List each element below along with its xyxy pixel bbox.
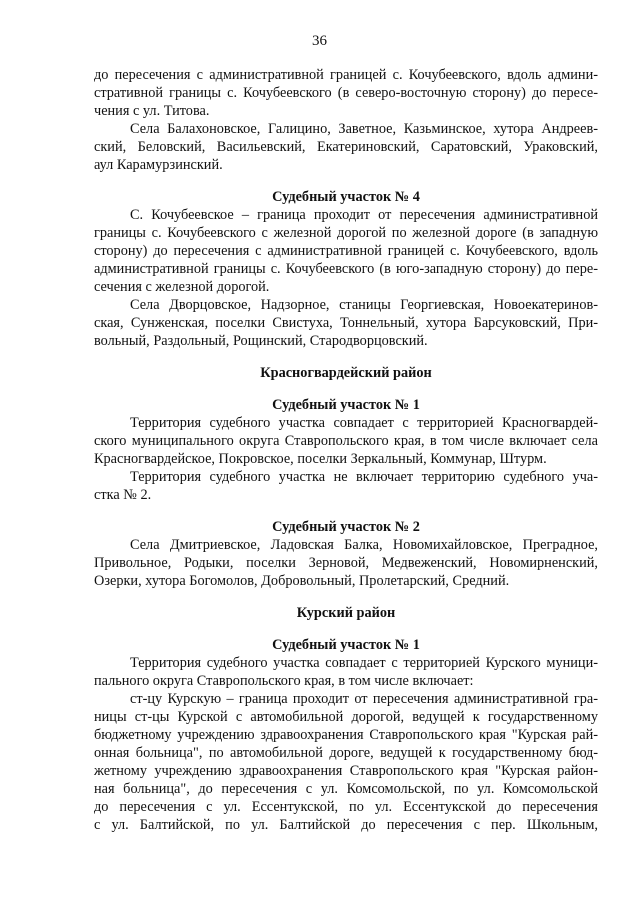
section-heading: Судебный участок № 2 <box>272 519 420 535</box>
paragraph <box>94 690 598 834</box>
paragraph <box>94 536 598 590</box>
paragraph <box>94 206 598 296</box>
text-line: чения с ул. Титова. <box>94 103 210 119</box>
text-line: вольный, Раздольный, Рощинский, Стародворцовский. <box>94 333 428 349</box>
text-line: С. Кочубеевское – граница проходит от пересечения административной <box>130 207 598 223</box>
text-line: Озерки, хутора Богомолов, Добровольный, Пролетарский, Средний. <box>94 573 510 589</box>
text-line: до пересечения с ул. Ессентукской, по ул. Ессентукской до пересечения <box>94 799 598 815</box>
text-line: до пересечения с административной границей с. Кочубеевского, вдоль админи- <box>94 67 598 83</box>
text-line: ская, Сунженская, поселки Свистуха, Тоннельный, хутора Барсуковский, При- <box>94 315 598 331</box>
paragraph <box>94 120 598 174</box>
text-line: стративной границы с. Кочубеевского (в северо-восточную сторону) до пересе- <box>94 85 598 101</box>
paragraph <box>94 296 598 350</box>
paragraph <box>94 468 598 504</box>
text-line: Привольное, Родыки, поселки Зерновой, Медвеженский, Новомирненский, <box>94 555 598 571</box>
text-line: с ул. Балтийской, по ул. Балтийской до пересечения с пер. Школьным, <box>94 817 598 833</box>
text-line: сечения с железной дорогой. <box>94 279 270 295</box>
text-line: Территория судебного участка совпадает с территорией Курского муници- <box>130 655 598 671</box>
paragraph <box>94 414 598 468</box>
text-line: ст-цу Курскую – граница проходит от пересечения административной гра- <box>130 691 598 707</box>
section-heading: Судебный участок № 1 <box>272 637 420 653</box>
paragraph <box>94 654 598 690</box>
text-line: ная больница", до пересечения с ул. Комсомольской, по ул. Комсомольской <box>94 781 598 797</box>
text-line: ский, Беловский, Васильевский, Екатериновский, Саратовский, Ураковский, <box>94 139 598 155</box>
text-line: Села Дмитриевское, Ладовская Балка, Новомихайловское, Преградное, <box>130 537 598 553</box>
text-line: аул Карамурзинский. <box>94 157 223 173</box>
text-line: ницы ст-цы Курской с автомобильной дорогой, ведущей к государственному <box>94 709 598 725</box>
district-heading: Курский район <box>296 605 396 621</box>
section-heading: Судебный участок № 1 <box>272 397 420 413</box>
page-number: 36 <box>312 33 327 49</box>
text-line: жетному учреждению здравоохранения Ставропольского края "Курская район- <box>94 763 598 779</box>
text-line: бюджетному учреждению здравоохранения Ставропольского края "Курская рай- <box>94 727 598 743</box>
text-line: пального округа Ставропольского края, в том числе включает: <box>94 673 474 689</box>
text-line: Территория судебного участка не включает территорию судебного уча- <box>130 469 598 485</box>
text-line: Села Дворцовское, Надзорное, станицы Георгиевская, Новоекатеринов- <box>130 297 598 313</box>
paragraph <box>94 66 598 120</box>
document-body <box>94 66 598 834</box>
text-line: стка № 2. <box>94 487 152 503</box>
text-line: сторону) до пересечения с административной границей с. Кочубеевского, вдоль <box>94 243 598 259</box>
text-line: границы с. Кочубеевского с железной дорогой по железной дороге (в западную <box>94 225 598 241</box>
text-line: онная больница", по автомобильной дороге, ведущей к государственному бюд- <box>94 745 598 761</box>
text-line: Территория судебного участка совпадает с территорией Красногвардей- <box>130 415 598 431</box>
district-heading: Красногвардейский район <box>260 365 432 381</box>
text-line: административной границы с. Кочубеевского (в юго-западную сторону) до пере- <box>94 261 598 277</box>
text-line: Села Балахоновское, Галицино, Заветное, Казьминское, хутора Андреев- <box>130 121 598 137</box>
text-line: Красногвардейское, Покровское, поселки Зеркальный, Коммунар, Штурм. <box>94 451 547 467</box>
text-line: ского муниципального округа Ставропольского края, в том числе включает села <box>94 433 598 449</box>
section-heading: Судебный участок № 4 <box>272 189 420 205</box>
